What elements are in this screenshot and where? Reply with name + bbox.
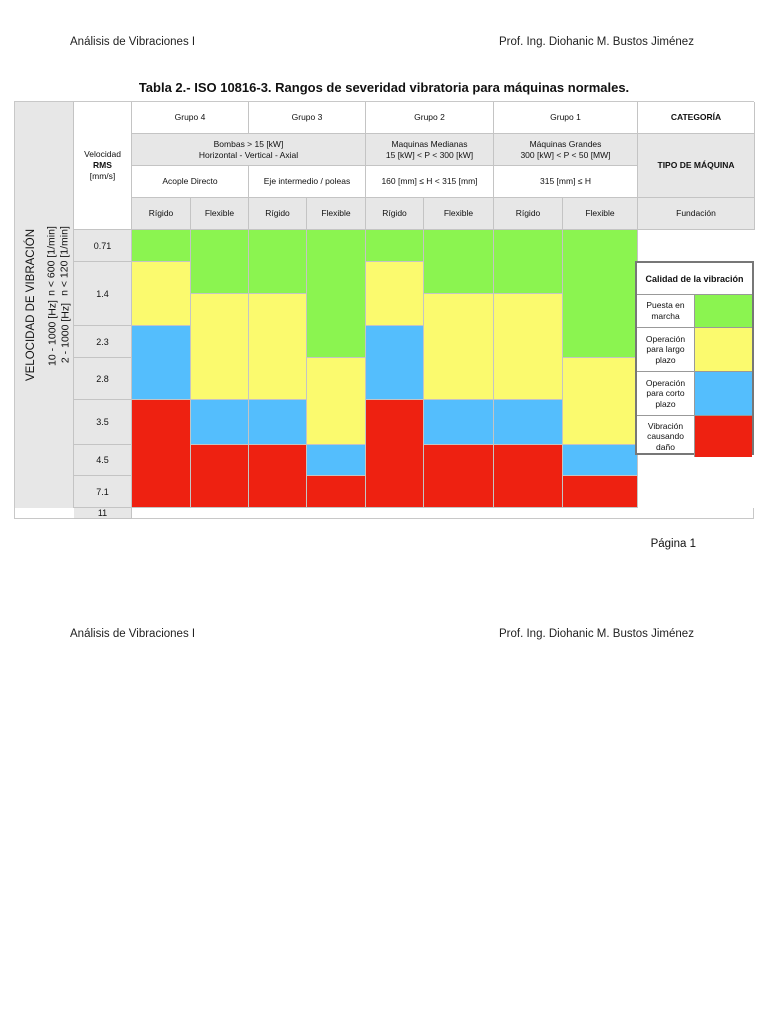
foundation-type: Rígido (366, 198, 424, 230)
zone-cell (424, 230, 494, 294)
velocity-rms-header (74, 102, 132, 230)
group-4-header: Grupo 4 (132, 102, 249, 134)
foundation-type: Rígido (249, 198, 307, 230)
zone-cell (307, 358, 366, 445)
legend-swatch (695, 372, 752, 415)
velocity-value: 4.5 (74, 445, 132, 476)
velocity-header-line-1: Velocidad (84, 148, 121, 159)
speed-range-line-2: n < 120 [1/min] (58, 226, 70, 296)
legend-swatch (695, 416, 752, 457)
course-title: Análisis de Vibraciones I (70, 36, 196, 48)
zone-cell (424, 400, 494, 445)
group-3-header: Grupo 3 (249, 102, 366, 134)
machine-bombas (132, 134, 366, 166)
machine-medianas-line-1: Maquinas Medianas (391, 138, 468, 149)
velocity-value: 0.71 (74, 230, 132, 262)
machine-grandes (494, 134, 638, 166)
zone-cell (366, 326, 424, 400)
legend-label: Operación para largo plazo (637, 328, 695, 371)
machine-bombas-line-2: Horizontal - Vertical - Axial (198, 149, 299, 160)
frequency-range (46, 300, 71, 366)
velocity-value: 2.3 (74, 326, 132, 358)
fundacion-header: Fundación (638, 198, 755, 230)
zone-cell (249, 445, 307, 508)
foundation-type: Flexible (563, 198, 638, 230)
legend-item (637, 372, 752, 416)
zone-cell (307, 445, 366, 476)
legend-label: Operación para corto plazo (637, 372, 695, 415)
categoria-header: CATEGORÍA (638, 102, 755, 134)
zone-cell (191, 445, 249, 508)
legend-item (637, 416, 752, 457)
zone-cell (563, 476, 638, 508)
zone-cell (307, 476, 366, 508)
machine-medianas (366, 134, 494, 166)
legend-title: Calidad de la vibración (637, 263, 752, 295)
zone-cell (366, 230, 424, 262)
zone-cell (424, 294, 494, 400)
zone-cell (494, 400, 563, 445)
machine-bombas-line-1: Bombas > 15 [kW] (213, 138, 284, 149)
legend-item (637, 328, 752, 372)
frequency-range-line-2: 2 - 1000 [Hz] (59, 303, 71, 364)
zone-cell (249, 294, 307, 400)
velocity-value: 3.5 (74, 400, 132, 445)
shaft-height-large: 315 [mm] ≤ H (494, 166, 638, 198)
zone-cell (191, 294, 249, 400)
zone-cell (563, 358, 638, 445)
zone-cell (366, 262, 424, 326)
coupling-directo: Acople Directo (132, 166, 249, 198)
coupling-intermedio: Eje intermedio / poleas (249, 166, 366, 198)
velocity-value: 2.8 (74, 358, 132, 400)
zone-cell (366, 400, 424, 508)
zone-cell (563, 445, 638, 476)
machine-grandes-line-1: Máquinas Grandes (529, 138, 602, 149)
foundation-type: Flexible (307, 198, 366, 230)
zone-cell (132, 230, 191, 262)
zone-cell (249, 400, 307, 445)
group-1-header: Grupo 1 (494, 102, 638, 134)
zone-cell (132, 326, 191, 400)
legend-swatch (695, 295, 752, 327)
vibration-quality-legend (635, 261, 754, 455)
velocity-header-line-3: [mm/s] (89, 171, 116, 182)
speed-range (43, 226, 73, 296)
zone-cell (424, 445, 494, 508)
zone-cell (307, 230, 366, 358)
author-name: Prof. Ing. Diohanic M. Bustos Jiménez (499, 628, 694, 640)
zone-cell (494, 445, 563, 508)
page-number: Página 1 (650, 538, 696, 550)
velocity-value: 1.4 (74, 262, 132, 326)
group-2-header: Grupo 2 (366, 102, 494, 134)
legend-label: Vibración causando daño (637, 416, 695, 457)
foundation-type: Rígido (132, 198, 191, 230)
speed-range-line-1: n < 600 [1/min] (45, 226, 58, 296)
zone-cell (132, 400, 191, 508)
foundation-type: Flexible (191, 198, 249, 230)
foundation-type: Flexible (424, 198, 494, 230)
zone-cell (191, 400, 249, 445)
side-label: VELOCIDAD DE VIBRACIÓN (25, 228, 38, 382)
foundation-type: Rígido (494, 198, 563, 230)
machine-grandes-line-2: 300 [kW] < P < 50 [MW] (520, 149, 611, 160)
course-title: Análisis de Vibraciones I (70, 628, 196, 640)
author-name: Prof. Ing. Diohanic M. Bustos Jiménez (499, 36, 694, 48)
zone-cell (191, 230, 249, 294)
legend-label: Puesta en marcha (637, 295, 695, 327)
tipo-maquina-header: TIPO DE MÁQUINA (638, 134, 755, 198)
zone-cell (249, 230, 307, 294)
legend-item (637, 295, 752, 328)
side-label-cell (15, 102, 74, 508)
frequency-range-line-1: 10 - 1000 [Hz] (46, 300, 59, 367)
table-title: Tabla 2.- ISO 10816-3. Rangos de severidad vibratoria para máquinas normales. (138, 80, 630, 95)
velocity-value: 7.1 (74, 476, 132, 508)
velocity-value: 11 (74, 508, 132, 519)
zone-cell (494, 230, 563, 294)
legend-swatch (695, 328, 752, 371)
zone-cell (132, 262, 191, 326)
shaft-height-medium: 160 [mm] ≤ H < 315 [mm] (366, 166, 494, 198)
zone-cell (563, 230, 638, 358)
zone-cell (494, 294, 563, 400)
velocity-header-line-2: RMS (93, 159, 112, 170)
machine-medianas-line-2: 15 [kW] < P < 300 [kW] (385, 149, 474, 160)
